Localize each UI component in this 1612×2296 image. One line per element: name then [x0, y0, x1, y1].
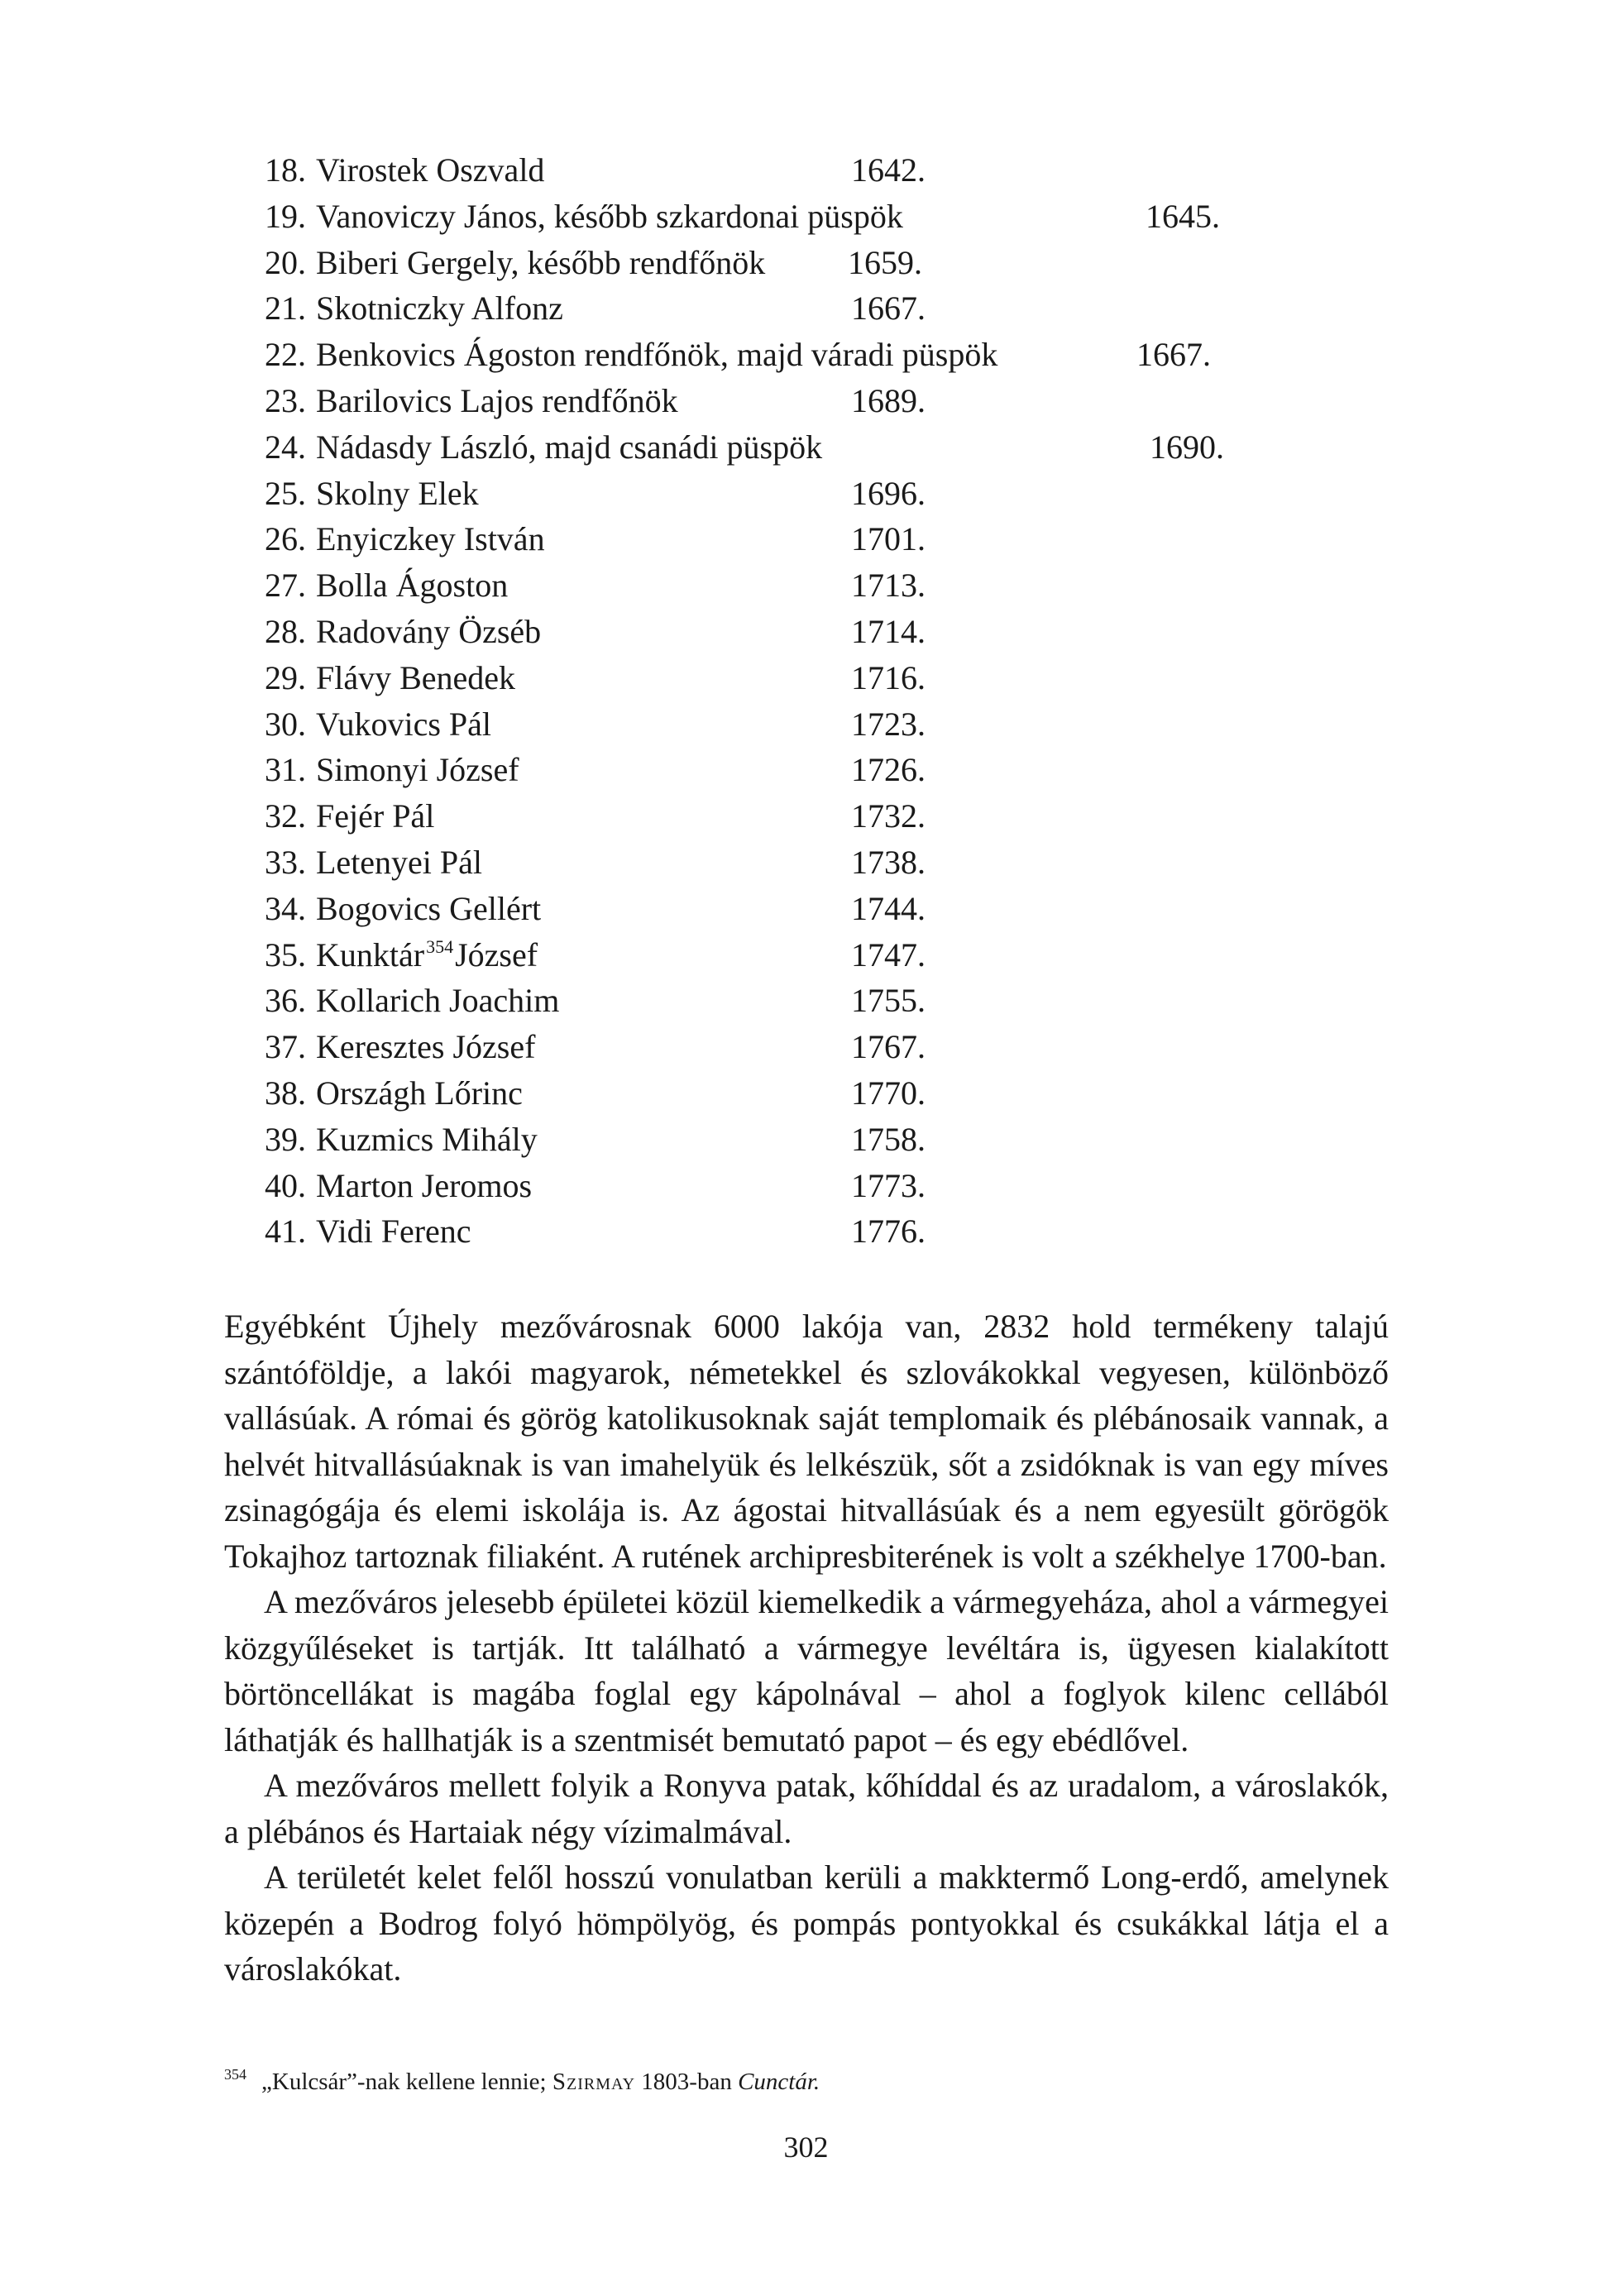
entry-name: Skolny Elek: [316, 474, 479, 512]
list-item: [265, 1163, 1340, 1209]
entry-year: 1726.: [851, 751, 926, 789]
entry-year: 1776.: [851, 1213, 926, 1251]
entry-year: 1767.: [851, 1028, 926, 1066]
entry-number: 32.: [265, 797, 306, 835]
entry-year: 1690.: [1150, 428, 1224, 466]
entry-number: 25.: [265, 474, 306, 512]
entry-number: 36.: [265, 982, 306, 1020]
entry-number: 29.: [265, 658, 306, 696]
paragraph: A területét kelet felől hosszú vonulatban kerüli a makktermő Long-erdő, amelynek közepén a Bodrog folyó hömpölyög, és pompás pontyokkal és csukákkal látja el a városlakókat.: [224, 1858, 1389, 1987]
list-item: [265, 978, 1340, 1024]
list-item: [265, 424, 1340, 471]
entry-year: 1758.: [851, 1120, 926, 1158]
entry-name: Kollarich Joachim: [316, 982, 560, 1020]
entry-name: Bogovics Gellért: [316, 889, 542, 927]
entry-number: 26.: [265, 520, 306, 558]
list-item: [265, 1117, 1340, 1163]
entry-name: Vukovics Pál: [316, 705, 492, 743]
entry-year: 1659.: [848, 243, 922, 281]
list-item: [265, 609, 1340, 655]
entry-year: 1714.: [851, 612, 926, 650]
entry-year: 1770.: [851, 1074, 926, 1112]
list-item: [265, 471, 1340, 517]
entry-name: Benkovics Ágoston rendfőnök, majd váradi püspök: [316, 336, 998, 374]
entry-year: 1716.: [851, 658, 926, 696]
entry-year: 1701.: [851, 520, 926, 558]
entry-number: 35.: [265, 935, 306, 973]
list-item: [265, 886, 1340, 932]
entry-name: Országh Lőrinc: [316, 1074, 523, 1112]
entry-year: 1744.: [851, 889, 926, 927]
footnote-reference[interactable]: 354: [426, 935, 454, 957]
list-item: [265, 1024, 1340, 1070]
list-item: [265, 194, 1340, 240]
entry-number: 30.: [265, 705, 306, 743]
footnote-text: „Kulcsár”-nak kellene lennie;: [261, 2069, 552, 2095]
entry-number: 28.: [265, 612, 306, 650]
entry-year: 1667.: [851, 289, 926, 328]
entry-name: Biberi Gergely, később rendfőnök: [316, 243, 766, 281]
footnote: [224, 2058, 820, 2098]
entry-name: Enyiczkey István: [316, 520, 545, 558]
entry-year: 1696.: [851, 474, 926, 512]
entry-year: 1645.: [1146, 197, 1220, 235]
entry-number: 18.: [265, 151, 306, 189]
entry-number: 39.: [265, 1120, 306, 1158]
entry-name-part: Kunktár: [316, 935, 425, 973]
entry-name: Flávy Benedek: [316, 658, 516, 696]
paragraph: Egyébként Újhely mezővárosnak 6000 lakója van, 2832 hold termékeny talajú szántóföldje, a lakói magyarok, németekkel és szlovákokkal vegyesen, különböző vallásúak. A római és görög katolikusoknak saját templomaik és plébánosaik vannak, a helvét hitvallásúaknak is van imahelyük és lelkészük, sőt a zsidóknak is van egy míves zsinagógája és elemi iskolája is. Az ágostai hitvallásúak és a nem egyesült görögök Tokajhoz tartoznak filiaként. A rutének archipresbiterének is volt a székhelye 1700-ban.: [224, 1308, 1389, 1575]
entry-year: 1755.: [851, 982, 926, 1020]
entry-year: 1689.: [851, 381, 926, 419]
footnote-author: Szirmay: [552, 2069, 636, 2095]
name-list: [265, 147, 1340, 1255]
entry-name: Bolla Ágoston: [316, 567, 509, 605]
entry-name: Kuzmics Mihály: [316, 1120, 538, 1158]
footnote-text: 1803-ban: [635, 2069, 739, 2095]
entry-year: 1713.: [851, 567, 926, 605]
list-item: [265, 240, 1340, 286]
entry-number: 40.: [265, 1166, 306, 1204]
entry-number: 27.: [265, 567, 306, 605]
entry-name: Fejér Pál: [316, 797, 435, 835]
entry-number: 23.: [265, 381, 306, 419]
entry-name: Vanoviczy János, később szkardonai püspök: [316, 197, 903, 235]
list-item: [265, 747, 1340, 793]
entry-name: Marton Jeromos: [316, 1166, 533, 1204]
entry-name: Radovány Özséb: [316, 612, 542, 650]
list-item: [265, 562, 1340, 609]
entry-number: 20.: [265, 243, 306, 281]
list-item: [265, 655, 1340, 701]
footnote-italic-term: Cunctár.: [738, 2069, 820, 2095]
entry-name-part: József: [455, 935, 538, 973]
paragraph: A mezőváros jelesebb épületei közül kiemelkedik a vármegyeháza, ahol a vármegyei közgyűléseket is tartják. Itt található a vármegye levéltára is, ügyesen kialakított börtöncellákat is magába foglal egy kápolnával – ahol a foglyok kilenc cellából láthatják és hallhatják is a szentmisét bemutató papot – és egy ebédlővel.: [224, 1583, 1389, 1758]
entry-name: Vidi Ferenc: [316, 1213, 471, 1251]
entry-year: 1667.: [1136, 336, 1211, 374]
entry-year: 1642.: [851, 151, 926, 189]
list-item: [265, 701, 1340, 748]
entry-number: 21.: [265, 289, 306, 328]
entry-name: [316, 932, 538, 978]
entry-year: 1738.: [851, 843, 926, 881]
list-item: [265, 932, 1340, 978]
entry-number: 33.: [265, 843, 306, 881]
entry-name: Nádasdy László, majd csanádi püspök: [316, 428, 823, 466]
list-item: [265, 332, 1340, 378]
entry-number: 37.: [265, 1028, 306, 1066]
entry-year: 1773.: [851, 1166, 926, 1204]
list-item: [265, 285, 1340, 332]
list-item: [265, 1070, 1340, 1117]
body-text: [224, 1303, 1389, 1992]
entry-name: Skotniczky Alfonz: [316, 289, 563, 328]
list-item: [265, 1208, 1340, 1255]
paragraph: A mezőváros mellett folyik a Ronyva patak, kőhíddal és az uradalom, a városlakók, a plébános és Hartaiak négy vízimalmával.: [224, 1767, 1389, 1850]
entry-number: 34.: [265, 889, 306, 927]
entry-name: Keresztes József: [316, 1028, 536, 1066]
entry-number: 41.: [265, 1213, 306, 1251]
entry-number: 31.: [265, 751, 306, 789]
entry-year: 1723.: [851, 705, 926, 743]
page-number: 302: [783, 2131, 829, 2164]
entry-number: 19.: [265, 197, 306, 235]
list-item: [265, 516, 1340, 562]
list-item: [265, 378, 1340, 424]
entry-number: 22.: [265, 336, 306, 374]
entry-year: 1732.: [851, 797, 926, 835]
entry-year: 1747.: [851, 935, 926, 973]
entry-name: Virostek Oszvald: [316, 151, 545, 189]
entry-name: Letenyei Pál: [316, 843, 483, 881]
entry-name: Simonyi József: [316, 751, 519, 789]
entry-number: 38.: [265, 1074, 306, 1112]
list-item: [265, 839, 1340, 886]
entry-name: Barilovics Lajos rendfőnök: [316, 381, 678, 419]
list-item: [265, 147, 1340, 194]
entry-number: 24.: [265, 428, 306, 466]
footnote-number: 354: [224, 2066, 246, 2083]
list-item: [265, 793, 1340, 839]
